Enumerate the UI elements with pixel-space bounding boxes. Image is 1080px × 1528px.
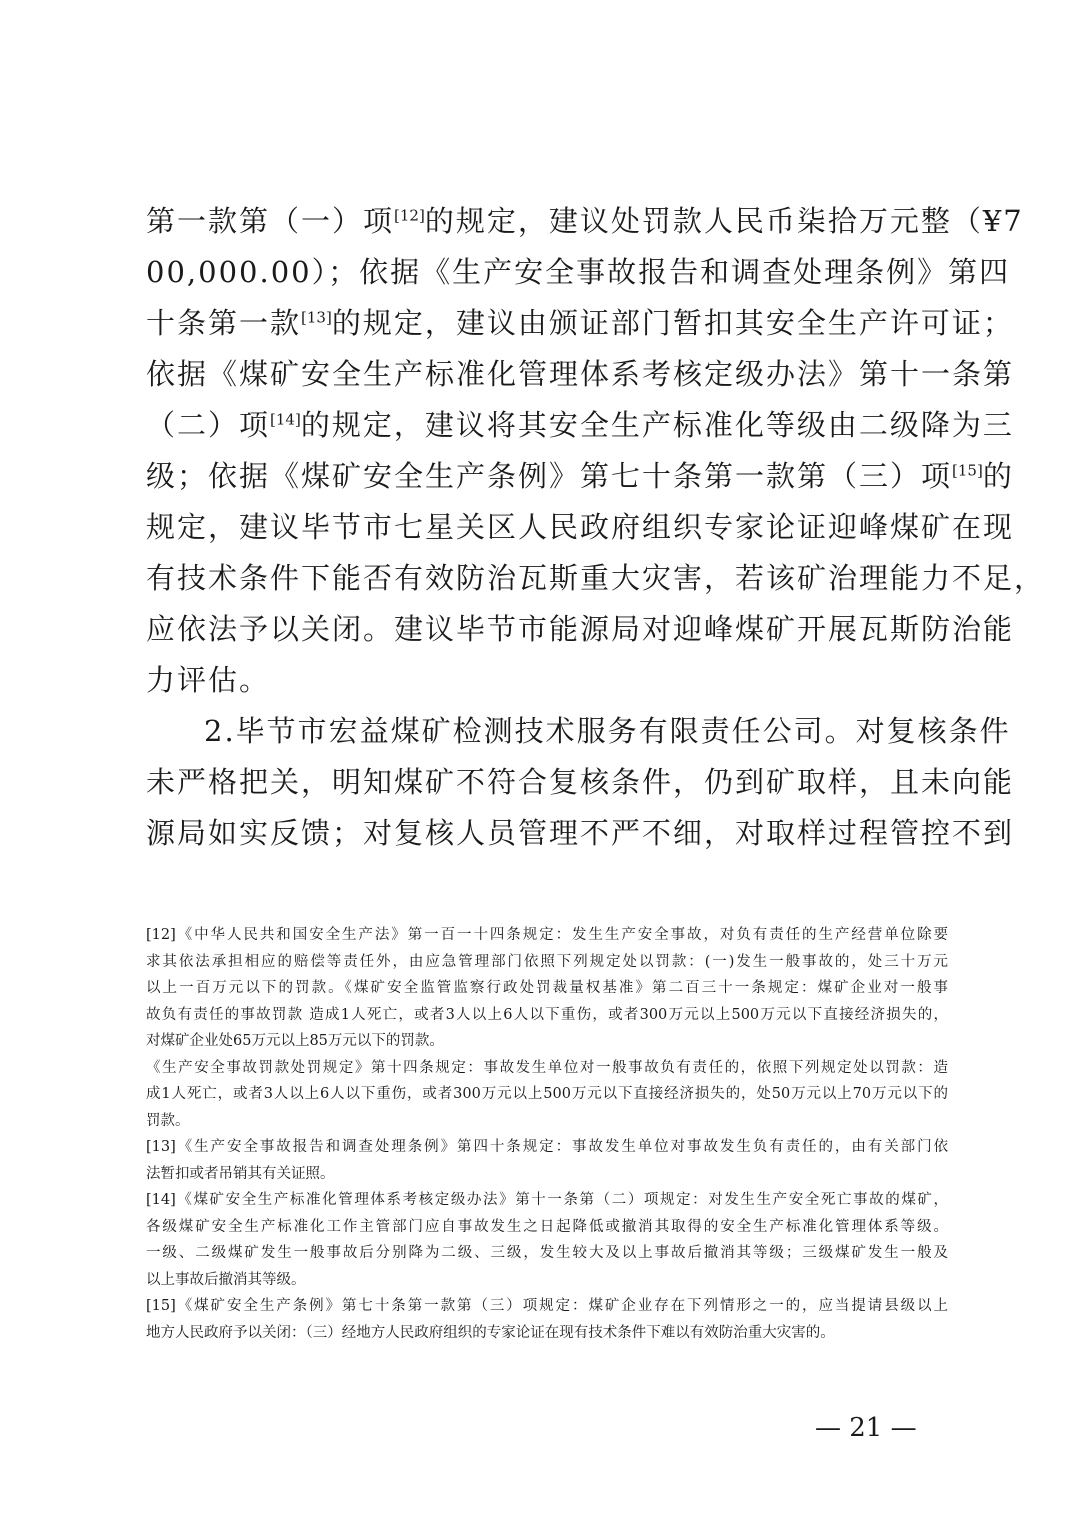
footnote-line: 罚款。 <box>146 1112 190 1129</box>
footnote-line: 对煤矿企业处65万元以上85万元以下的罚款。 <box>146 1033 444 1049</box>
body-line: 源局如实反馈；对复核人员管理不严不细，对取样过程管控不到 <box>146 816 1015 850</box>
footnote-line: 各级煤矿安全生产标准化工作主管部门应自事故发生之日起降低或撤消其取得的安全生产标准化管理体系等级。 <box>146 1218 948 1235</box>
page-number: — 21 — <box>815 1413 917 1443</box>
footnote-line: [13]《生产安全事故报告和调查处理条例》第四十条规定：事故发生单位对事故发生负有责任的，由有关部门依 <box>146 1139 948 1155</box>
footnote-line: 成1人死亡，或者3人以上6人以下重伤，或者300万元以上500万元以下直接经济损失的，处50万元以上70万元以下的 <box>146 1086 948 1102</box>
footnote-ref: [15] <box>952 461 983 480</box>
body-line: 00,000.00）；依据《生产安全事故报告和调查处理条例》第四 <box>146 255 1011 289</box>
body-line: 应依法予以关闭。建议毕节市能源局对迎峰煤矿开展瓦斯防治能 <box>146 612 1015 646</box>
body-line: 第一款第（一）项[12]的规定，建议处罚款人民币柒拾万元整（¥7 <box>146 204 1024 238</box>
footnotes <box>146 922 948 1346</box>
body-line: 有技术条件下能否有效防治瓦斯重大灾害，若该矿治理能力不足， <box>146 561 1046 595</box>
body-line: 2.毕节市宏益煤矿检测技术服务有限责任公司。对复核条件 <box>204 714 1011 748</box>
body-line: （二）项[14]的规定，建议将其安全生产标准化等级由二级降为三 <box>146 408 1014 442</box>
footnote-line: 以上一百万元以下的罚款。《煤矿安全监管监察行政处罚裁量权基准》第二百三十一条规定：煤矿企业对一般事 <box>146 980 948 996</box>
body-line: 规定，建议毕节市七星关区人民政府组织专家论证迎峰煤矿在现 <box>146 510 1015 544</box>
footnote-ref: [14] <box>270 410 301 429</box>
footnote-line: [12]《中华人民共和国安全生产法》第一百一十四条规定：发生生产安全事故，对负有责任的生产经营单位除要 <box>146 927 948 943</box>
body-line: 力评估。 <box>146 663 271 697</box>
footnote-line: 《生产安全事故罚款处罚规定》第十四条规定：事故发生单位对一般事故负有责任的，依照下列规定处以罚款：造 <box>146 1059 948 1076</box>
footnote-line: 以上事故后撤消其等级。 <box>146 1271 306 1288</box>
body-line: 依据《煤矿安全生产标准化管理体系考核定级办法》第十一条第 <box>146 357 1015 391</box>
footnote-ref: [12] <box>394 206 425 225</box>
body-text <box>146 196 1046 859</box>
footnote-line: 求其依法承担相应的赔偿等责任外，由应急管理部门依照下列规定处以罚款：(一)发生一般事故的，处三十万元 <box>146 953 948 970</box>
footnote-ref: [13] <box>301 308 332 327</box>
body-line: 十条第一款[13]的规定，建议由颁证部门暂扣其安全生产许可证； <box>146 306 1014 340</box>
footnote-line: [15]《煤矿安全生产条例》第七十条第一款第（三）项规定：煤矿企业存在下列情形之一的，应当提请县级以上 <box>146 1298 948 1314</box>
footnote-line: [14]《煤矿安全生产标准化管理体系考核定级办法》第十一条第（二）项规定：对发生生产安全死亡事故的煤矿， <box>146 1192 948 1208</box>
body-line: 未严格把关，明知煤矿不符合复核条件，仍到矿取样，且未向能 <box>146 765 1015 799</box>
footnote-line: 故负有责任的事故罚款 造成1人死亡，或者3人以上6人以下重伤，或者300万元以上500万元以下直接经济损失的， <box>146 1006 948 1023</box>
footnote-line: 地方人民政府予以关闭：（三）经地方人民政府组织的专家论证在现有技术条件下难以有效防治重大灾害的。 <box>146 1324 835 1341</box>
footnote-line: 一级、二级煤矿发生一般事故后分别降为二级、三级，发生较大及以上事故后撤消其等级；三级煤矿发生一般及 <box>146 1245 948 1261</box>
body-line: 级；依据《煤矿安全生产条例》第七十条第一款第（三）项[15]的 <box>146 459 1014 493</box>
footnote-line: 法暂扣或者吊销其有关证照。 <box>146 1165 335 1182</box>
